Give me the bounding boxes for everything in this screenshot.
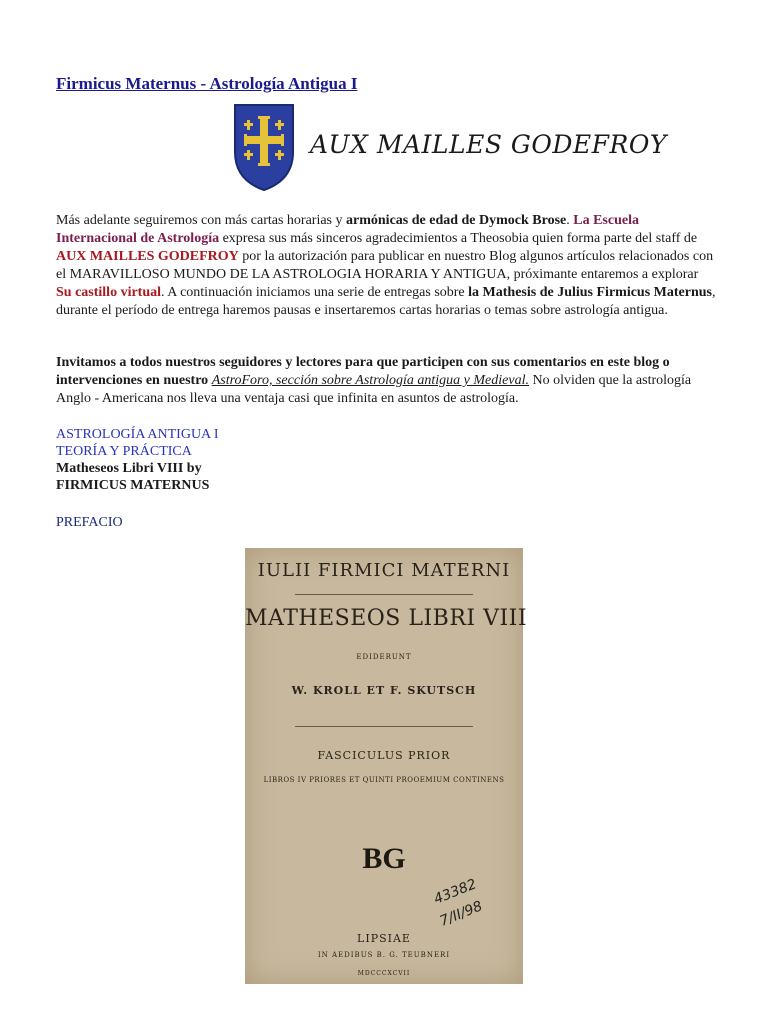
invite-paragraph (56, 354, 716, 408)
cover-title: MATHESEOS LIBRI VIII (245, 606, 528, 631)
publisher-monogram-icon: BG (362, 842, 406, 875)
book-cover-image (245, 548, 528, 984)
jerusalem-cross-shield-icon (232, 102, 296, 192)
heading-matheseos: Matheseos Libri VIII by (56, 461, 202, 476)
intro-bold-dymock: armónicas de edad de Dymock Brose (346, 213, 567, 228)
logo-wordmark: AUX MAILLES GODEFROY (310, 130, 667, 159)
heading-firmicus: FIRMICUS MATERNUS (56, 478, 210, 493)
aux-mailles-link[interactable]: AUX MAILLES GODEFROY (56, 249, 239, 264)
cover-publisher: IN AEDIBUS B. G. TEUBNERI (317, 951, 451, 959)
cover-fasciculus: FASCICULUS PRIOR (317, 749, 451, 762)
cover-year: MDCCCXCVII (357, 970, 411, 977)
heading-teoria-practica: TEORÍA Y PRÁCTICA (56, 444, 192, 459)
handwritten-annotation (429, 876, 509, 940)
handwritten-number: 43382 (431, 876, 479, 908)
section-heading-block (56, 426, 219, 494)
escuela-link[interactable]: La Escuela Internacional de Astrología (56, 213, 639, 246)
handwritten-date: 7/II/98 (437, 898, 485, 930)
intro-text: expresa sus más sinceros agradecimientos a Theosobia quien forma parte del staff de (219, 231, 698, 246)
invite-bold-text: Invitamos a todos nuestros seguidores y lectores para que participen con sus comentarios en este blog o intervenciones en nuestro (56, 355, 670, 388)
prefacio-heading: PREFACIO (56, 515, 123, 530)
intro-paragraph (56, 212, 716, 320)
intro-text: . (566, 213, 574, 228)
cover-contents: LIBROS IV PRIORES ET QUINTI PROOEMIUM CONTINENS (263, 776, 505, 784)
cover-ediderunt: EDIDERUNT (356, 653, 412, 661)
intro-bold-mathesis: la Mathesis de Julius Firmicus Maternus (468, 285, 712, 300)
page-title-link[interactable]: Firmicus Maternus - Astrología Antigua I (56, 74, 358, 93)
cover-divider (295, 594, 473, 595)
aux-mailles-godefroy-logo (232, 102, 667, 194)
intro-text: Más adelante seguiremos con más cartas horarias y (56, 213, 347, 228)
invite-text: No olviden que la astrología Anglo - Americana nos lleva una ventaja casi que infinita en asuntos de astrología. (56, 373, 692, 406)
cover-editors: W. KROLL ET F. SKUTSCH (291, 684, 477, 697)
intro-text: , durante el período de entrega haremos pausas e insertaremos cartas horarias o temas sobre astrología antigua. (56, 285, 716, 318)
cover-divider (295, 726, 473, 727)
astroforo-link[interactable]: AstroForo, sección sobre Astrología antigua y Medieval. (211, 373, 529, 388)
cover-place: LIPSIAE (357, 932, 411, 945)
intro-text: . A continuación iniciamos una serie de entregas sobre (161, 285, 469, 300)
cover-author: IULII FIRMICI MATERNI (257, 560, 511, 581)
intro-text: por la autorización para publicar en nuestro Blog algunos artículos relacionados con el MARAVILLOSO MUNDO DE LA ASTROLOGIA HORARIA Y ANTIGUA, próximante entaremos a explorar (56, 249, 714, 282)
heading-astrologia-antigua: ASTROLOGÍA ANTIGUA I (56, 427, 219, 442)
castillo-virtual-link[interactable]: Su castillo virtual (56, 285, 162, 300)
